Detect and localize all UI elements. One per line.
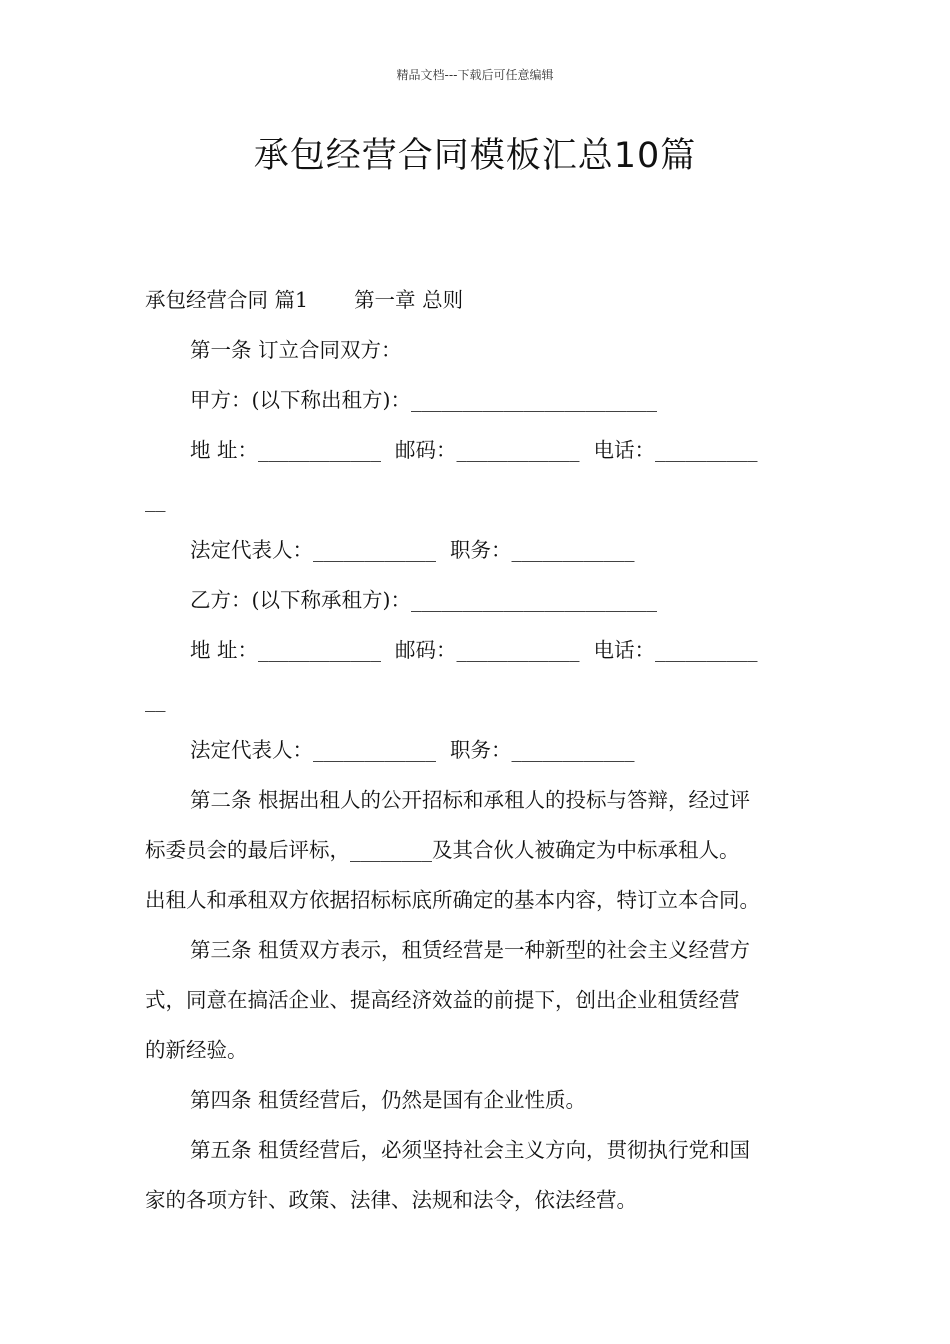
clause-3-line-3: 的新经验。 — [145, 1038, 248, 1062]
phone-field: 电话：__________ — [593, 438, 758, 462]
position-field: 职务：____________ — [450, 738, 635, 762]
clause-3-line-1: 第三条 租赁双方表示，租赁经营是一种新型的社会主义经营方 — [190, 938, 751, 962]
line-continuation: __ — [145, 688, 166, 712]
party-a-rep-line — [190, 535, 855, 565]
clause-4: 第四条 租赁经营后，仍然是国有企业性质。 — [190, 1088, 587, 1112]
postcode-field: 邮码：____________ — [395, 638, 580, 662]
rep-field: 法定代表人：____________ — [190, 738, 436, 762]
position-field: 职务：____________ — [450, 538, 635, 562]
phone-field: 电话：__________ — [593, 638, 758, 662]
party-b-rep-line — [190, 735, 855, 765]
page-header: 精品文档---下载后可任意编辑 — [396, 68, 554, 82]
document-title: 承包经营合同模板汇总10篇 — [253, 136, 697, 176]
rep-field: 法定代表人：____________ — [190, 538, 436, 562]
clause-5-line-2: 家的各项方针、政策、法律、法规和法令，依法经营。 — [145, 1188, 637, 1212]
party-a-address-line — [190, 435, 855, 465]
clause-5-line-1: 第五条 租赁经营后，必须坚持社会主义方向，贯彻执行党和国 — [190, 1138, 751, 1162]
clause-1: 第一条 订立合同双方： — [190, 338, 402, 362]
clause-3-line-2: 式，同意在搞活企业、提高经济效益的前提下，创出企业租赁经营 — [145, 988, 740, 1012]
party-a-line: 甲方：(以下称出租方)：________________________ — [190, 388, 657, 412]
contract-label: 承包经营合同 篇1 — [145, 288, 309, 312]
clause-2-line-3: 出租人和承租双方依据招标标底所确定的基本内容，特订立本合同。 — [145, 888, 760, 912]
postcode-field: 邮码：____________ — [395, 438, 580, 462]
address-field: 地 址：____________ — [190, 638, 382, 662]
clause-2-line-2: 标委员会的最后评标，________及其合伙人被确定为中标承租人。 — [145, 838, 740, 862]
clause-2-line-1: 第二条 根据出租人的公开招标和承租人的投标与答辩，经过评 — [190, 788, 751, 812]
line-1 — [145, 285, 810, 315]
address-field: 地 址：____________ — [190, 438, 382, 462]
party-b-address-line — [190, 635, 855, 665]
party-b-line: 乙方：(以下称承租方)：________________________ — [190, 588, 657, 612]
line-continuation: __ — [145, 488, 166, 512]
chapter-heading: 第一章 总则 — [354, 288, 464, 312]
